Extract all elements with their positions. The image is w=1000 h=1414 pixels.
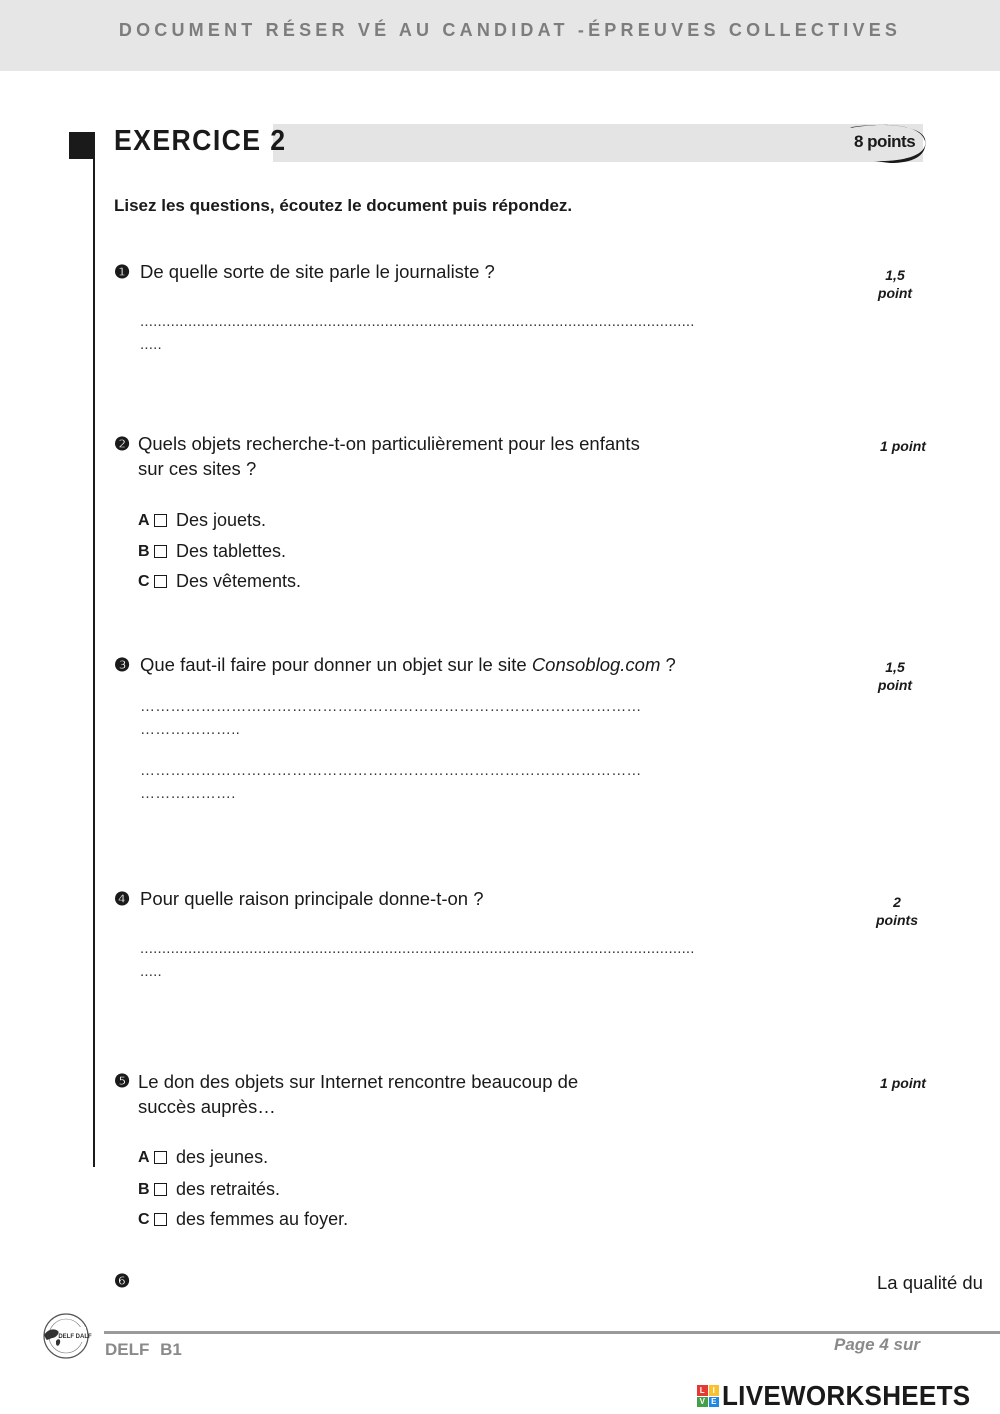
question-2-option-c[interactable] bbox=[138, 571, 301, 592]
points-unit: point bbox=[877, 677, 913, 693]
option-label: des retraités. bbox=[176, 1179, 281, 1199]
points-total: 8 points bbox=[854, 132, 916, 151]
logo-text: DELF DALF bbox=[58, 1334, 92, 1340]
question-3-text-end: ? bbox=[660, 654, 676, 675]
checkbox[interactable] bbox=[154, 1213, 167, 1226]
question-3-answer-line-2[interactable]: ……………………………………………………………………………………… bbox=[140, 762, 642, 779]
points-badge bbox=[846, 121, 924, 163]
exercise-title: EXERCICE 2 bbox=[114, 125, 287, 157]
question-3-answer-line-1[interactable]: ……………………………………………………………………………………… bbox=[140, 698, 642, 715]
section-marker bbox=[69, 132, 95, 159]
question-4-answer-line-end[interactable]: ..... bbox=[140, 963, 162, 980]
option-label: Des jouets. bbox=[176, 510, 267, 530]
question-4-points bbox=[866, 893, 928, 929]
points-value: 2 bbox=[893, 894, 901, 910]
option-letter: C bbox=[138, 1210, 150, 1228]
question-5-option-b[interactable] bbox=[138, 1179, 280, 1200]
option-label: Des vêtements. bbox=[176, 571, 302, 591]
question-3-answer-line-1-end[interactable]: ……………….. bbox=[140, 721, 240, 738]
question-3-answer-line-2-end[interactable]: ………………. bbox=[140, 785, 236, 802]
question-1-answer-line-end[interactable]: ..... bbox=[140, 336, 162, 353]
question-4-text: Pour quelle raison principale donne-t-on ? bbox=[140, 888, 484, 909]
question-5-text-line2: succès auprès… bbox=[138, 1096, 276, 1117]
question-2-points: 1 point bbox=[880, 438, 926, 454]
question-3-text-start: Que faut-il faire pour donner un objet sur le site bbox=[140, 654, 532, 675]
question-4-number: ❹ bbox=[114, 889, 131, 909]
question-6-number: ❻ bbox=[114, 1271, 131, 1291]
checkbox[interactable] bbox=[154, 514, 167, 527]
liveworksheets-text: LIVEWORKSHEETS bbox=[722, 1380, 971, 1411]
question-5-points: 1 point bbox=[880, 1075, 926, 1091]
liveworksheets-logo-icon bbox=[697, 1385, 719, 1407]
question-2-option-a[interactable] bbox=[138, 510, 266, 531]
question-3-number: ❸ bbox=[114, 655, 131, 675]
option-label: des femmes au foyer. bbox=[176, 1209, 349, 1229]
points-value: 1,5 bbox=[885, 659, 905, 675]
checkbox[interactable] bbox=[154, 1151, 167, 1164]
liveworksheets-watermark[interactable] bbox=[697, 1380, 989, 1412]
title-bar bbox=[273, 124, 923, 162]
points-unit: point bbox=[877, 285, 913, 301]
footer-rule bbox=[104, 1331, 1000, 1334]
checkbox[interactable] bbox=[154, 545, 167, 558]
question-1-number: ❶ bbox=[114, 262, 131, 282]
question-2-text-line1: Quels objets recherche-t-on particulièrement pour les enfants bbox=[138, 433, 640, 454]
question-3-points bbox=[864, 658, 926, 694]
logo-tile: L bbox=[697, 1385, 708, 1396]
instruction: Lisez les questions, écoutez le document puis répondez. bbox=[114, 196, 573, 215]
question-2-option-b[interactable] bbox=[138, 541, 286, 562]
points-unit: points bbox=[876, 912, 918, 928]
site-name: Consoblog.com bbox=[531, 654, 661, 675]
option-letter: A bbox=[138, 1148, 150, 1166]
option-letter: C bbox=[138, 572, 150, 590]
question-6-text: La qualité du bbox=[877, 1272, 983, 1293]
header-title: DOCUMENT RÉSER VÉ AU CANDIDAT -ÉPREUVES COLLECTIVES bbox=[118, 20, 902, 40]
checkbox[interactable] bbox=[154, 575, 167, 588]
option-label: Des tablettes. bbox=[176, 541, 287, 561]
option-letter: B bbox=[138, 1180, 150, 1198]
question-5-option-a[interactable] bbox=[138, 1147, 268, 1168]
logo-tile: V bbox=[697, 1397, 708, 1408]
question-5-number: ❺ bbox=[114, 1071, 131, 1091]
left-margin-rule bbox=[93, 155, 95, 1167]
delf-dalf-logo bbox=[38, 1311, 94, 1361]
globe-seal-icon bbox=[38, 1311, 94, 1361]
points-value: 1,5 bbox=[885, 267, 905, 283]
question-5-option-c[interactable] bbox=[138, 1209, 348, 1230]
option-letter: B bbox=[138, 542, 150, 560]
question-1-points bbox=[864, 266, 926, 302]
logo-tile: I bbox=[709, 1385, 720, 1396]
option-letter: A bbox=[138, 511, 150, 529]
footer-exam-label: DELF B1 bbox=[105, 1340, 182, 1359]
option-label: des jeunes. bbox=[176, 1147, 269, 1167]
question-4-answer-line[interactable]: ............................................................................................................................... bbox=[140, 940, 695, 957]
question-2-number: ❷ bbox=[114, 434, 131, 454]
footer-page-number: Page 4 sur bbox=[834, 1335, 920, 1354]
checkbox[interactable] bbox=[154, 1183, 167, 1196]
question-1-answer-line[interactable]: ............................................................................................................................... bbox=[140, 313, 695, 330]
logo-tile: E bbox=[709, 1397, 720, 1408]
question-5-text-line1: Le don des objets sur Internet rencontre beaucoup de bbox=[138, 1071, 579, 1092]
question-3-text bbox=[140, 653, 676, 677]
question-2-text-line2: sur ces sites ? bbox=[138, 458, 257, 479]
question-1-text: De quelle sorte de site parle le journaliste ? bbox=[140, 261, 495, 282]
